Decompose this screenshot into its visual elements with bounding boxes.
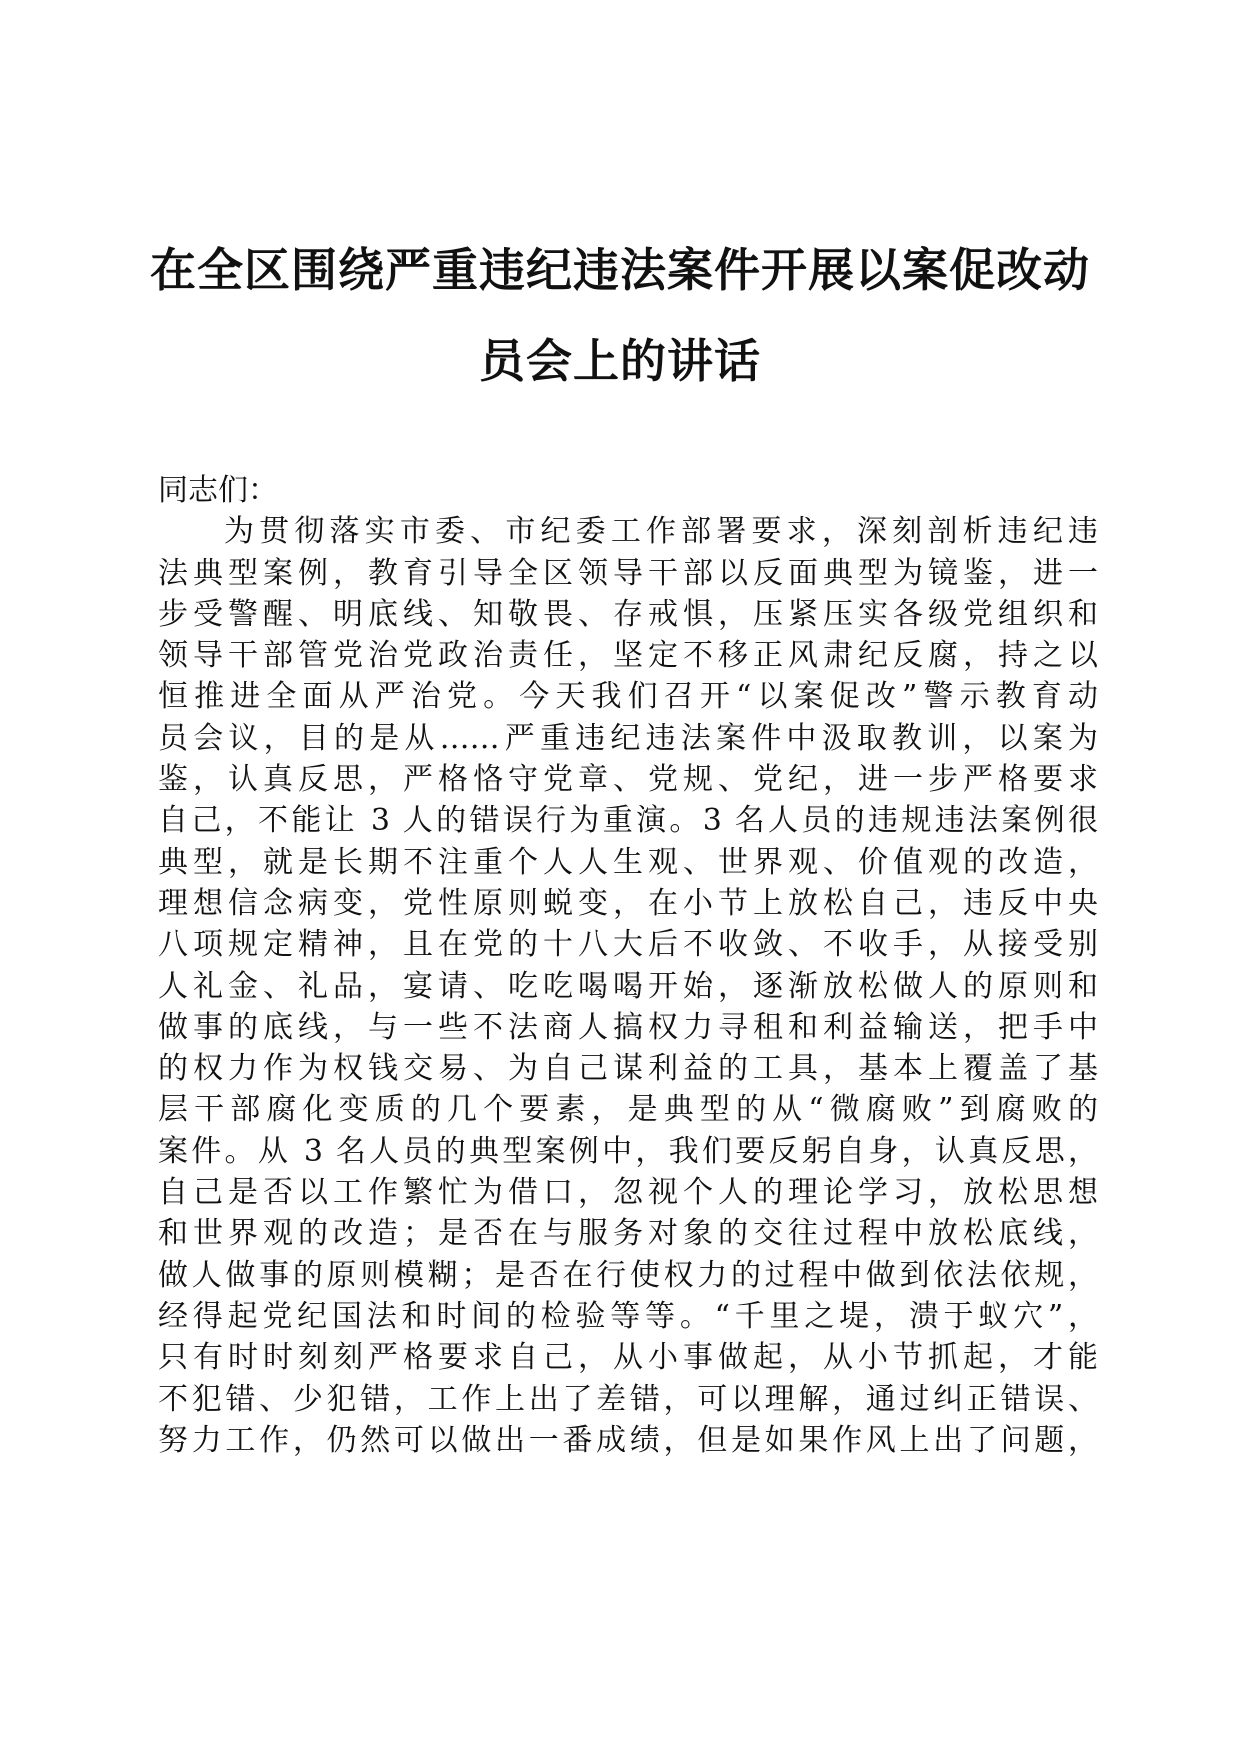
document-body <box>158 470 1098 1461</box>
paragraph-line: 层干部腐化变质的几个要素，是典型的从“微腐败”到腐败的 <box>158 1092 1098 1128</box>
paragraph-line: 鉴，认真反思，严格恪守党章、党规、党纪，进一步严格要求 <box>158 762 1098 798</box>
paragraph-line: 案件。从 3 名人员的典型案例中，我们要反躬自身，认真反思， <box>158 1133 1098 1169</box>
paragraph-line: 步受警醒、明底线、知敬畏、存戒惧，压紧压实各级党组织和 <box>158 596 1098 632</box>
paragraph-line: 为贯彻落实市委、市纪委工作部署要求，深刻剖析违纪违 <box>224 514 1098 550</box>
paragraph-line: 恒推进全面从严治党。今天我们召开“以案促改”警示教育动 <box>158 679 1098 715</box>
title-line-1: 在全区围绕严重违纪违法案件开展以案促改动 <box>150 243 1090 297</box>
paragraph-line: 不犯错、少犯错，工作上出了差错，可以理解，通过纠正错误、 <box>158 1381 1098 1417</box>
title-line-2: 员会上的讲话 <box>479 334 761 388</box>
paragraph-line: 理想信念病变，党性原则蜕变，在小节上放松自己，违反中央 <box>158 885 1098 921</box>
paragraph-line: 努力工作，仍然可以做出一番成绩，但是如果作风上出了问题， <box>158 1422 1098 1458</box>
paragraph-line: 自己，不能让 3 人的错误行为重演。3 名人员的违规违法案例很 <box>158 803 1098 839</box>
paragraph-line: 的权力作为权钱交易、为自己谋利益的工具，基本上覆盖了基 <box>158 1051 1098 1087</box>
document-title <box>130 225 1110 407</box>
paragraph-line: 人礼金、礼品，宴请、吃吃喝喝开始，逐渐放松做人的原则和 <box>158 968 1098 1004</box>
paragraph-line: 只有时时刻刻严格要求自己，从小事做起，从小节抓起，才能 <box>158 1340 1098 1376</box>
paragraph-line: 做人做事的原则模糊；是否在行使权力的过程中做到依法依规， <box>158 1257 1098 1293</box>
paragraph-line: 做事的底线，与一些不法商人搞权力寻租和利益输送，把手中 <box>158 1009 1098 1045</box>
salutation: 同志们： <box>158 473 278 508</box>
paragraph-line: 经得起党纪国法和时间的检验等等。“千里之堤，溃于蚁穴”， <box>158 1298 1098 1334</box>
paragraph-line: 法典型案例，教育引导全区领导干部以反面典型为镜鉴，进一 <box>158 555 1098 591</box>
paragraph-line: 领导干部管党治党政治责任，坚定不移正风肃纪反腐，持之以 <box>158 638 1098 674</box>
paragraph-line: 员会议，目的是从……严重违纪违法案件中汲取教训，以案为 <box>158 720 1098 756</box>
paragraph-line: 典型，就是长期不注重个人人生观、世界观、价值观的改造， <box>158 844 1098 880</box>
paragraph-line: 八项规定精神，且在党的十八大后不收敛、不收手，从接受别 <box>158 927 1098 963</box>
paragraph-line: 自己是否以工作繁忙为借口，忽视个人的理论学习，放松思想 <box>158 1175 1098 1211</box>
paragraph-line: 和世界观的改造；是否在与服务对象的交往过程中放松底线， <box>158 1216 1098 1252</box>
